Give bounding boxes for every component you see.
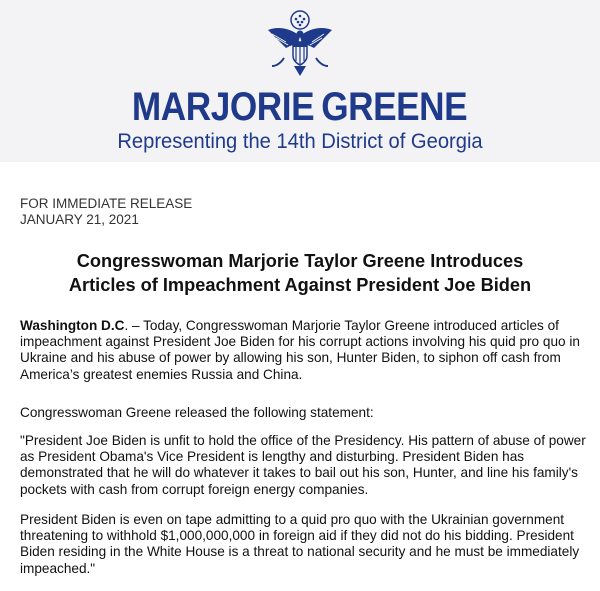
press-release-title [10,249,590,297]
release-info [20,196,192,228]
dateline: Washington D.C [20,318,125,333]
paragraph-statement-intro: Congresswoman Greene released the following statement: [20,405,374,420]
letterhead [0,0,600,162]
release-date: JANUARY 21, 2021 [20,212,139,227]
paragraph-quote-2: President Biden is even on tape admitting to a quid pro quo with the Ukrainian government threatening to withhold $1,000,000,000 in foreign aid if they did not do his bidding. President Biden residing in the White House is a threat to national security and he must be immediately impeached." [20,512,580,576]
paragraph-intro [20,318,586,383]
intro-text: . – Today, Congresswoman Marjorie Taylor Greene introduced articles of impeachment against President Joe Biden for his corrupt actions involving his quid pro quo in Ukraine and his abuse of power by allowing his son, Hunter Biden, to siphon off cash from America’s greatest enemies Russia and China. [20,318,580,382]
title-line-2: Articles of Impeachment Against President Joe Biden [68,275,532,295]
release-label: FOR IMMEDIATE RELEASE [20,196,193,211]
paragraph-quote-1: "President Joe Biden is unfit to hold the office of the Presidency. His pattern of abuse of power as President Obama's Vice President is lengthy and disturbing. President Biden has demonstrated that he will do whatever it takes to bail out his son, Hunter, and line his family's pockets with cash from corrupt foreign energy companies. [20,433,586,497]
brand-block [0,84,600,154]
representative-name: MARJORIE GREENE [132,85,468,129]
title-line-1: Congresswoman Marjorie Taylor Greene Introduces [76,251,524,271]
district-tagline: Representing the 14th District of Georgia [117,130,483,153]
eagle-seal-icon [262,8,338,80]
